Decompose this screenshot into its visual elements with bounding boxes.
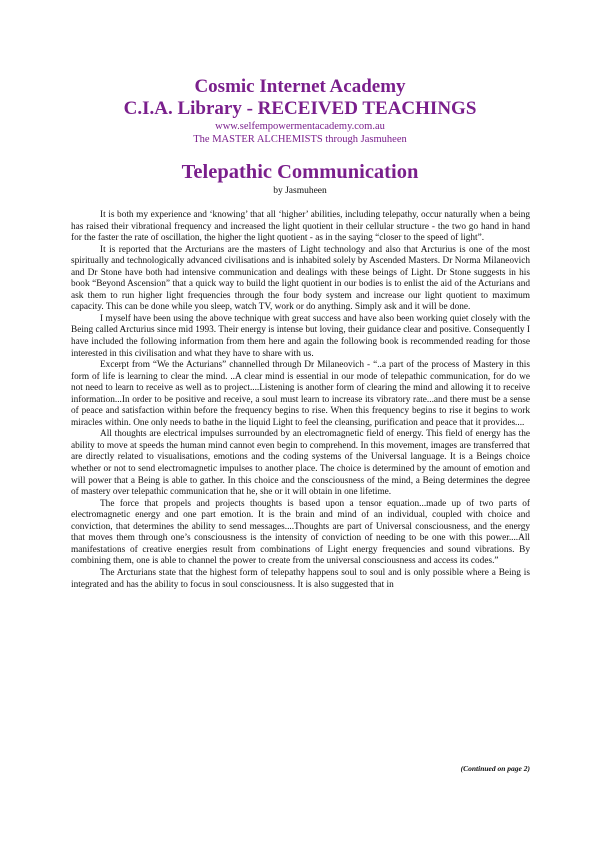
paragraph: Excerpt from “We the Acturians” channelled through Dr Milaneovich - “..a part of the process of Mastery in this form of life is learning to clear the mind. ..A clear mind is essential in our mode of telepathic communication, for do we not need to learn to receive as well as to project....Listening is another form of clearing the mind and allowing it to receive information...In order to be positive and receive, a soul must learn to increase its vibratory rate...and there must be a sense of peace and satisfaction within before the frequency begins to rise. When this frequency begins to rise it begins to work miracles within. One only needs to bathe in the liquid Light to feel the cleansing, purification and peace that it provides.... — [71, 360, 530, 428]
website-text: www.selfempowermentacademy.com.au — [215, 121, 385, 132]
header — [0, 76, 600, 146]
article-title: Telepathic Communication — [181, 161, 419, 183]
paragraph: It is reported that the Arcturians are the masters of Light technology and also that Arcturius is one of the most spiritually and technologically advanced civilisations and is inhabited solely by Ascended Masters. Dr Norma Milaneovich and Dr Stone have both had intensive communication and dealings with these beings of Light. Dr Stone suggests in his book “Beyond Ascension” that a quick way to build the light quotient in our bodies is to enlist the aid of the Acturians and ask them to run higher light frequencies through the four body system and increase our light quotient to maximum capacity. This can be done while you sleep, watch TV, work or do anything. Simply ask and it will be done. — [71, 244, 530, 313]
paragraph: All thoughts are electrical impulses surrounded by an electromagnetic field of energy. This field of energy has the ability to move at speeds the human mind cannot even begin to comprehend. In this movement, images are transferred that are directly related to visualisations, emotions and the coding systems of the Universal language. It is a Beings choice whether or not to send electromagnetic impulses to another place. The choice is determined by the amount of emotion and will power that a Being is able to gather. In this choice and the consciousness of the mind, a Being determines the degree of mastery over telepathic communication that he, she or it will obtain in one lifetime. — [71, 429, 530, 498]
continued-note: (Continued on page 2) — [460, 764, 530, 773]
paragraph: It is both my experience and ‘knowing’ that all ‘higher’ abilities, including telepathy, occur naturally when a being has raised their vibrational frequency and increased the light quotient in their cellular structure - the two go hand in hand for the faster the rate of oscillation, the higher the light quotient - as in the saying “closer to the speed of light”. — [71, 210, 530, 244]
library-title: C.I.A. Library - RECEIVED TEACHINGS — [123, 98, 477, 119]
paragraph: The Arcturians state that the highest form of telepathy happens soul to soul and is only possible where a Being is integrated and has the ability to focus in soul consciousness. It is also suggested that in — [71, 567, 530, 590]
academy-title: Cosmic Internet Academy — [194, 76, 406, 97]
article-body — [71, 210, 530, 591]
through-text: The MASTER ALCHEMISTS through Jasmuheen — [193, 134, 407, 145]
paragraph: I myself have been using the above technique with great success and have also been working quiet closely with the Being called Arcturius since mid 1993. Their energy is intense but loving, their guidance clear and positive. Consequently I have included the following information from them here and again the following book is recommended reading for those interested in this civilisation and what they have to share with us. — [71, 313, 530, 359]
byline: by Jasmuheen — [273, 186, 327, 196]
paragraph: The force that propels and projects thoughts is based upon a tensor equation...made up of two parts of electromagnetic energy and one part emotion. It is the brain and mind of an individual, coupled with choice and conviction, that determines the ability to send messages....Thoughts are part of Universal consciousness, and the energy that moves them through one’s consciousness is the intensity of conviction of needing to be one with this power....All manifestations of creative energies result from combinations of Light energy frequencies and sound vibrations. By combining them, one is able to channel the power to create from the universal consciousness and access its codes.” — [71, 498, 530, 567]
